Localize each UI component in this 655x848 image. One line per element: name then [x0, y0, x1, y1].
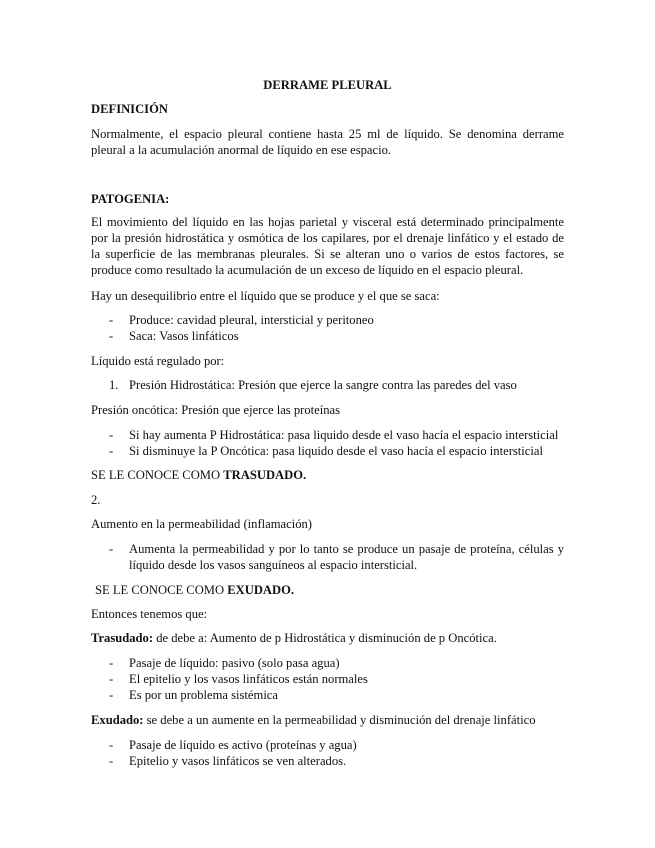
number-marker: 1. [109, 378, 119, 392]
list-item [109, 655, 564, 671]
regulado-text: Líquido está regulado por: [91, 354, 225, 368]
list-item-text: Si disminuye la P Oncótica: pasa liquido desde el vaso hacía el espacio intersticial [129, 444, 543, 458]
exudado-label: Exudado: [91, 713, 144, 727]
bullet-marker: - [109, 444, 114, 458]
conoce-prefix: SE LE CONOCE COMO [95, 583, 228, 597]
exudado-description: se debe a un aumente en la permeabilidad y disminución del drenaje linfático [143, 713, 536, 727]
list-item [109, 671, 564, 687]
trasudado-keyword: TRASUDADO. [223, 468, 307, 482]
list-item-text: Pasaje de líquido: pasivo (solo pasa agua) [129, 656, 340, 670]
list-item [109, 328, 564, 344]
bullet-marker: - [109, 688, 114, 702]
definicion-text: Normalmente, el espacio pleural contiene hasta 25 ml de líquido. Se denomina derrame pleural a la acumulación anormal de líquido en ese espacio. [91, 127, 564, 157]
page-title: DERRAME PLEURAL [263, 78, 392, 92]
numbered-item-1 [109, 377, 564, 393]
desequilibrio-text: Hay un desequilibrio entre el líquido que se produce y el que se saca: [91, 289, 440, 303]
exudado-definition [91, 712, 564, 728]
list-item [109, 312, 564, 328]
list-item-text: Pasaje de líquido es activo (proteínas y agua) [129, 738, 357, 752]
conoce-prefix: SE LE CONOCE COMO [91, 468, 224, 482]
list-item [109, 687, 564, 703]
bullet-marker: - [109, 329, 114, 343]
bullet-marker: - [109, 313, 114, 327]
list-item-text: El epitelio y los vasos linfáticos están normales [129, 672, 368, 686]
aumento-text: Aumento en la permeabilidad (inflamación) [91, 517, 313, 531]
list-item-text: Es por un problema sistémica [129, 688, 278, 702]
list-item-text: Si hay aumenta P Hidrostática: pasa liquido desde el vaso hacía el espacio intersticial [129, 428, 559, 442]
bullet-marker: - [109, 672, 114, 686]
list-item [109, 541, 564, 573]
entonces-text: Entonces tenemos que: [91, 607, 208, 621]
trasudado-conoce-line [91, 467, 564, 483]
exudado-keyword: EXUDADO. [227, 583, 295, 597]
patogenia-heading: PATOGENIA: [91, 192, 170, 206]
list-item-text: Produce: cavidad pleural, intersticial y peritoneo [129, 313, 374, 327]
bullet-marker: - [109, 428, 114, 442]
list-item-text: Saca: Vasos linfáticos [129, 329, 239, 343]
exudado-conoce-line [95, 582, 568, 598]
bullet-marker: - [109, 542, 114, 556]
patogenia-intro: El movimiento del líquido en las hojas parietal y visceral está determinado principalmente por la presión hidrostática y osmótica de los capilares, por el drenaje linfático y el estado de la superficie de las membranas pleurales. Si se alteran uno o varios de estos factores, se produce como resultado la acumulación de un exceso de líquido en el espacio pleural. [91, 215, 564, 277]
list-item [109, 753, 564, 769]
definicion-heading: DEFINICIÓN [91, 102, 168, 116]
bullet-marker: - [109, 656, 114, 670]
list-item-text: Epitelio y vasos linfáticos se ven alterados. [129, 754, 347, 768]
list-item [109, 737, 564, 753]
list-item-text: Aumenta la permeabilidad y por lo tanto se produce un pasaje de proteína, células y líquido desde los vasos sanguíneos al espacio intersticial. [129, 542, 564, 572]
numbered-item-text: Presión Hidrostática: Presión que ejerce la sangre contra las paredes del vaso [129, 378, 517, 392]
oncotica-text: Presión oncótica: Presión que ejerce las proteínas [91, 403, 340, 417]
list-item [109, 443, 564, 459]
trasudado-description: de debe a: Aumento de p Hidrostática y disminución de p Oncótica. [153, 631, 497, 645]
trasudado-definition [91, 630, 564, 646]
bullet-marker: - [109, 754, 114, 768]
numbered-item-2-marker: 2. [91, 493, 101, 507]
bullet-marker: - [109, 738, 114, 752]
list-item [109, 427, 564, 443]
trasudado-label: Trasudado: [91, 631, 154, 645]
